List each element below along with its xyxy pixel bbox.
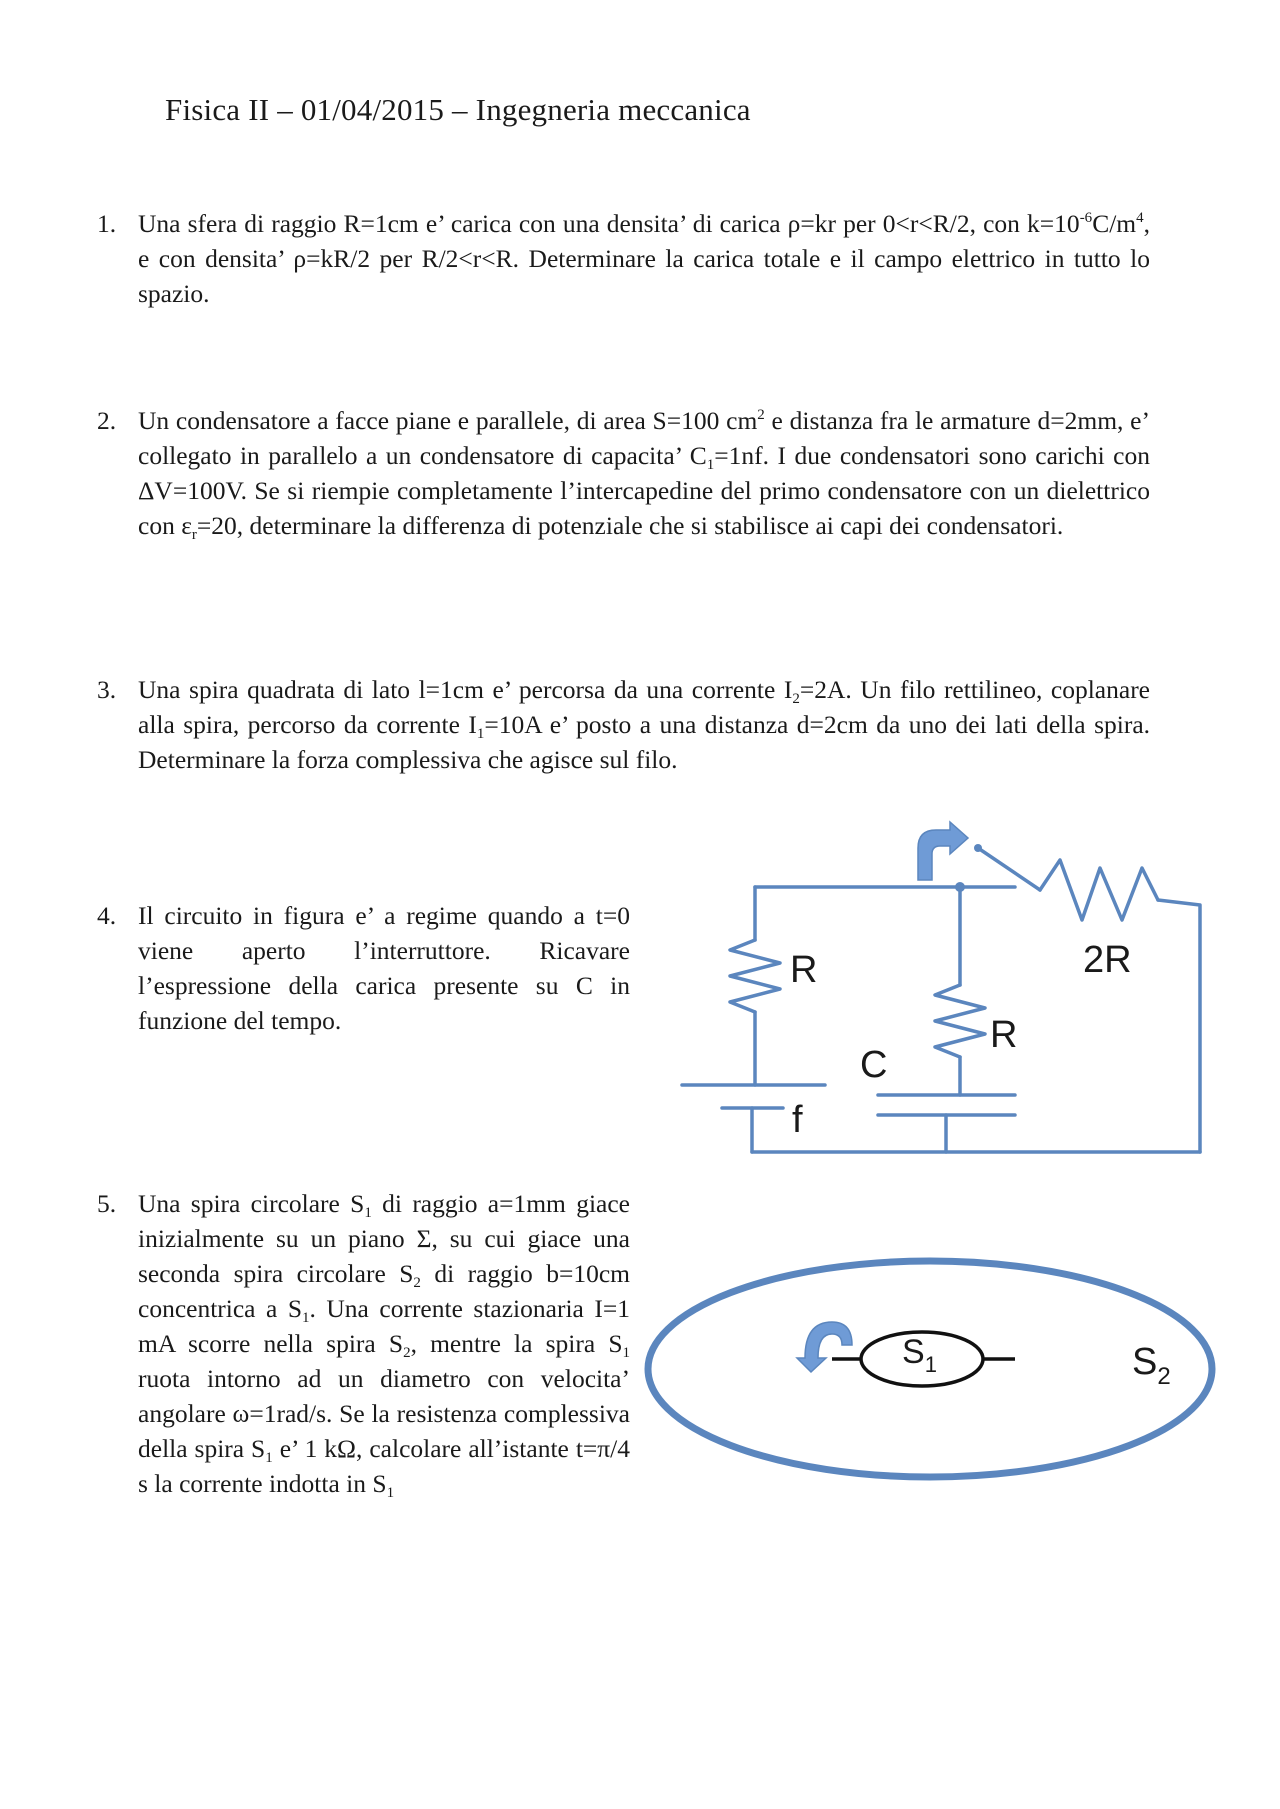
rotation-arrow-icon — [797, 1322, 852, 1372]
problem-3-text: Una spira quadrata di lato l=1cm e’ percorsa da una corrente $I_2=2A$. Un filo rettilineo, coplanare alla spira, percorso da corrente $I_1=10A$ e’ posto a una distanza d=2cm da uno dei lati della spira. Determinare la forza complessiva che agisce sul filo. — [138, 675, 1151, 774]
problem-4-number: 4. — [97, 901, 117, 930]
resistor-middle — [935, 985, 985, 1057]
problem-5-number: 5. — [97, 1189, 117, 1218]
circuit-diagram — [660, 810, 1220, 1170]
label-r-middle: R — [990, 1014, 1018, 1056]
problem-4-text: Il circuito in figura e’ a regime quando a t=0 viene aperto l’interruttore. Ricavare l’espressione della carica presente su C in funzione del tempo. — [138, 901, 630, 1035]
switch-contact — [974, 844, 982, 852]
label-c: C — [860, 1044, 888, 1086]
resistor-2r — [1040, 860, 1158, 920]
switch-blade — [978, 848, 1040, 890]
label-2r: 2R — [1083, 939, 1132, 981]
page-title: Fisica II – 01/04/2015 – Ingegneria meccanica — [165, 92, 751, 127]
problem-2-text: Un condensatore a facce piane e parallele, di area S=100 $cm^2$ e distanza fra le armature d=2mm, e’ collegato in parallelo a un condensatore di capacita’ $C_1=1nf$. I due condensatori sono carichi con ΔV=100V. Se si riempie completamente l’intercapedine del primo condensatore con un dielettrico con $\varepsilon_r=20$, determinare la differenza di potenziale che si stabilisce ai capi dei condensatori. — [138, 406, 1150, 543]
resistor-left — [730, 940, 780, 1012]
label-s1: $S_1$ — [902, 1333, 937, 1377]
problem-5-text: Una spira circolare $S_1$ di raggio a=1mm giace inizialmente su un piano Σ, su cui giace una seconda spira circolare $S_2$ di raggio b=10cm concentrica a $S_1$. Una corrente stazionaria I=1 mA scorre nella spira $S_2$, mentre la spira $S_1$ ruota intorno ad un diametro con velocita’ angolare ω=1rad/s. Se la resistenza complessiva della spira $S_1$ e’ 1 kΩ, calcolare all’istante t=π/4 s la corrente indotta in $S_1$ — [138, 1189, 631, 1501]
label-s2: $S_2$ — [1132, 1341, 1171, 1390]
loops-diagram — [640, 1250, 1220, 1490]
problem-1-number: 1. — [97, 209, 117, 238]
problem-1-text: Una sfera di raggio R=1cm e’ carica con una densita’ di carica ρ=kr per 0<r<R/2, con $k=10^{-6}C/m^4$, e con densita’ ρ=kR/2 per R/2<r<R. Determinare la carica totale e il campo elettrico in tutto lo spazio. — [138, 209, 1150, 308]
problem-2-number: 2. — [97, 406, 117, 435]
label-r-left: R — [790, 949, 818, 991]
switch-pivot — [955, 882, 965, 892]
problem-3-number: 3. — [97, 675, 117, 704]
label-f: f — [792, 1099, 803, 1141]
switch-arrow-icon — [918, 822, 968, 880]
